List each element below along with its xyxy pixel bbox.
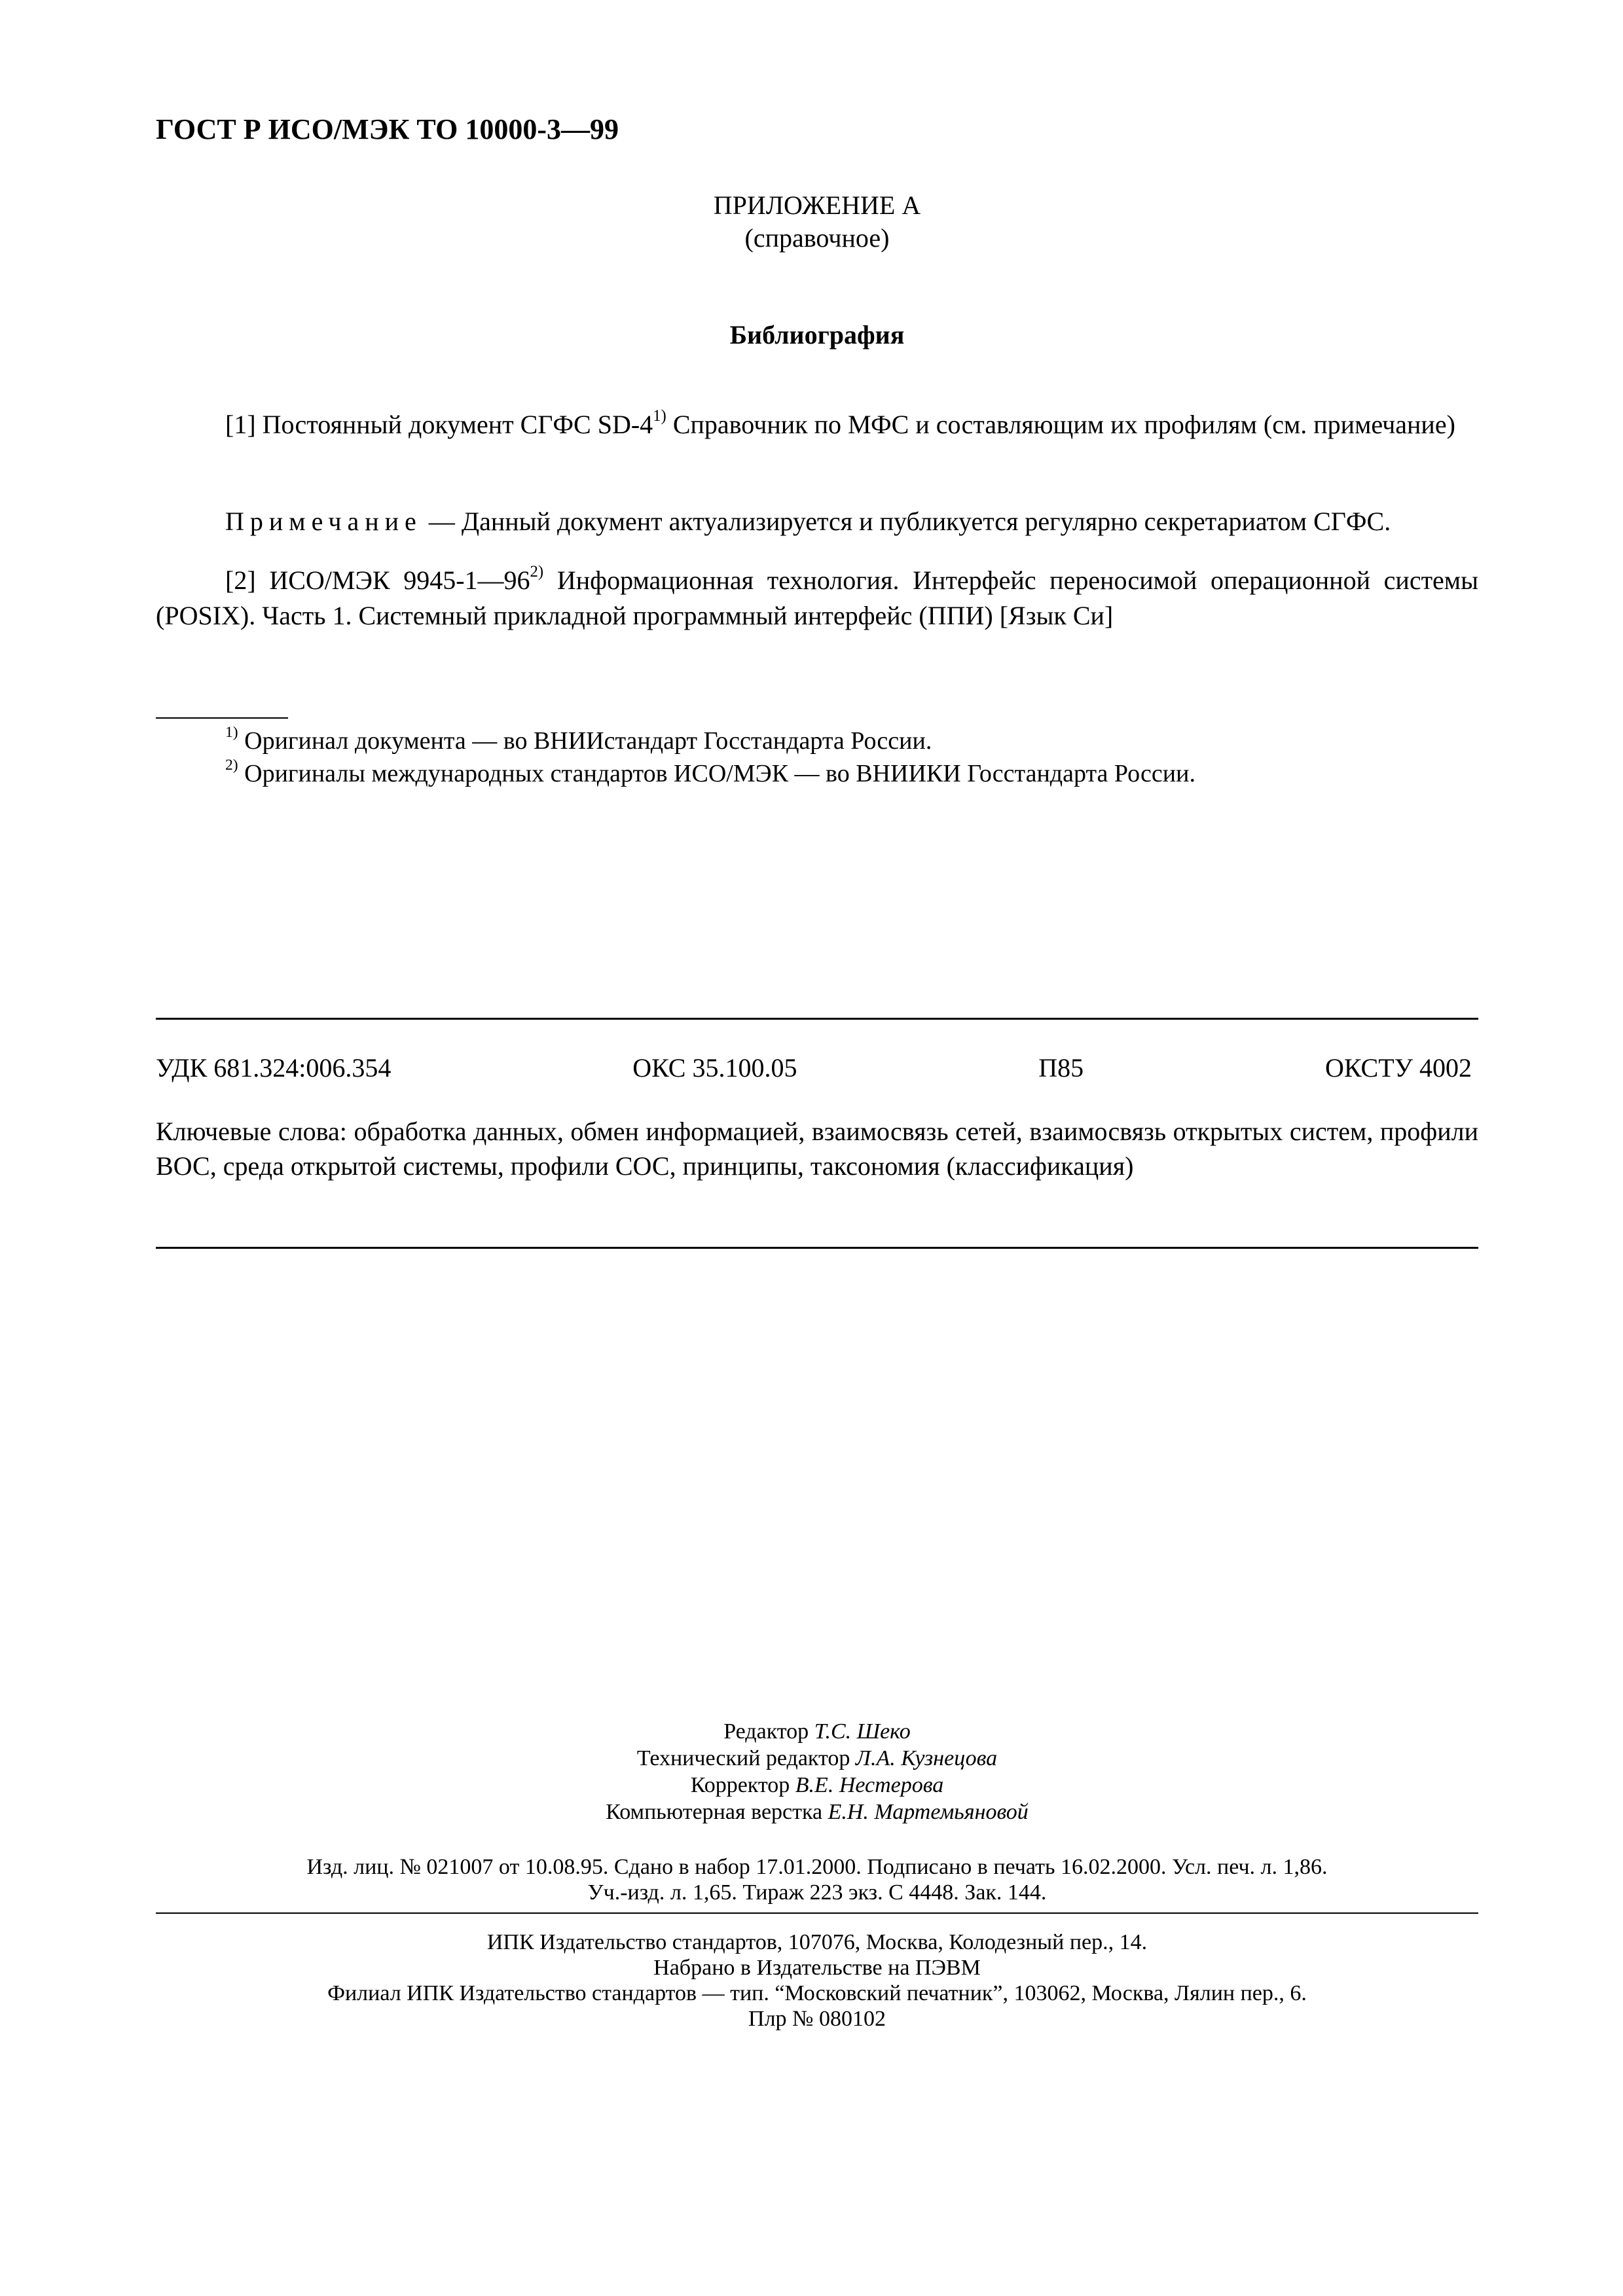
publication-info-line-2: Уч.-изд. л. 1,65. Тираж 223 экз. С 4448. Зак. 144. [587,1880,1047,1905]
credit-proofreader [156,1772,1478,1799]
item-text-start: ИСО/МЭК 9945-1—96 [269,565,530,595]
footnote-ref-2: 2) [530,562,544,581]
group-code: П85 [1038,1053,1084,1083]
item-text-start: Постоянный документ СГФС SD-4 [262,410,653,439]
credit-name: Е.Н. Мартемьяновой [828,1800,1029,1824]
bibliography-item-2 [156,563,1478,634]
bibliography-note [156,504,1478,539]
appendix-type: (справочное) [744,223,890,253]
footnote-mark: 2) [225,756,238,774]
credit-editor [156,1719,1478,1746]
keywords: Ключевые слова: обработка данных, обмен информацией, взаимосвязь сетей, взаимосвязь открытых систем, профили ВОС, среда открытой системы, профили СОС, принципы, таксономия (классификация) [156,1117,1478,1181]
divider-bottom [156,1912,1478,1914]
divider-top [156,1018,1478,1020]
footnote-separator [156,717,288,719]
item-text-rest: Информационная технология. Интерфейс переносимой операционной системы (POSIX). Часть 1. Системный прикладной программный интерфейс (ППИ) [Язык Си] [156,565,1478,630]
item-number: [2] [225,565,256,595]
credit-role: Корректор [690,1773,795,1797]
document-code: ГОСТ Р ИСО/МЭК ТО 10000-3—99 [156,113,619,145]
publication-info-line-1: Изд. лиц. № 021007 от 10.08.95. Сдано в набор 17.01.2000. Подписано в печать 16.02.2000. Усл. печ. л. 1,86. [306,1855,1328,1879]
license-number: Плр № 080102 [748,2007,886,2031]
credit-name: В.Е. Нестерова [795,1773,944,1797]
credit-name: Т.С. Шеко [814,1719,911,1744]
credit-role: Редактор [723,1719,814,1744]
credit-tech-editor [156,1746,1478,1772]
bibliography-item-1 [156,407,1478,442]
footnote-text: Оригиналы международных стандартов ИСО/МЭК — во ВНИИКИ Госстандарта России. [238,760,1195,787]
note-text: — Данный документ актуализируется и публикуется регулярно секретариатом СГФС. [422,507,1391,536]
appendix-title: ПРИЛОЖЕНИЕ А [713,190,921,220]
footnote-text: Оригинал документа — во ВНИИстандарт Госстандарта России. [238,727,932,755]
footnote-2 [225,756,1195,788]
credit-role: Компьютерная верстка [606,1800,828,1824]
credit-layout [156,1799,1478,1826]
udk-code: УДК 681.324:006.354 [156,1053,392,1083]
bibliography-title: Библиография [729,320,905,350]
item-text-rest: Справочник по МФС и составляющим их профилям (см. примечание) [666,410,1455,439]
note-label: Примечание [225,507,422,536]
okstu-code: ОКСТУ 4002 [1324,1053,1472,1083]
footnote-mark: 1) [225,723,238,741]
printer-info: Филиал ИПК Издательство стандартов — тип. “Московский печатник”, 103062, Москва, Лялин пер., 6. [327,1981,1307,2005]
typeset-info: Набрано в Издательстве на ПЭВМ [653,1956,981,1980]
publisher-address: ИПК Издательство стандартов, 107076, Москва, Колодезный пер., 14. [486,1930,1148,1954]
oks-code: ОКС 35.100.05 [632,1053,797,1083]
divider-middle [156,1247,1478,1249]
item-number: [1] [225,410,256,439]
credit-name: Л.А. Кузнецова [855,1746,998,1770]
credit-role: Технический редактор [636,1746,856,1770]
classification-row [156,1052,1472,1083]
footnote-ref-1: 1) [653,406,666,425]
footnote-1 [225,723,932,755]
